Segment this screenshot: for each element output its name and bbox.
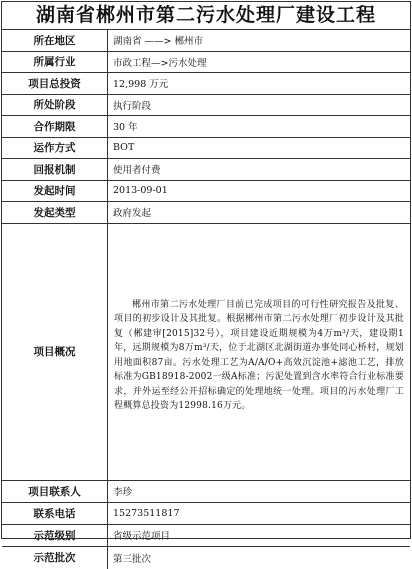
row-contact-person [2,481,410,503]
row-label: 联系电话 [2,503,108,524]
row-value: 第三批次 [113,553,152,565]
row-label: 项目联系人 [2,481,108,502]
row-label: 项目概况 [2,224,108,480]
row-label: 所处阶段 [2,95,108,116]
row-value: 使用者付费 [113,165,161,177]
row-label: 所属行业 [2,52,108,73]
row-cooperation-term [2,116,410,138]
row-industry [2,52,410,74]
row-value: 湖南省 ——> 郴州市 [113,36,203,48]
row-stage [2,95,410,117]
row-label: 运作方式 [2,138,108,159]
row-project-overview [2,224,410,481]
row-contact-phone [2,503,410,525]
row-value: 2013-09-01 [113,185,168,197]
row-region [2,30,410,52]
row-value: 省级示范项目 [113,531,171,542]
row-value: 政府发起 [113,208,152,220]
row-value: 30 年 [113,122,138,134]
row-value: 12,998 万元 [113,79,169,91]
row-label: 合作期限 [2,116,108,137]
project-overview-text: 郴州市第二污水处理厂目前已完成项目的可行性研究报告及批复、项目的初步设计及其批复。根据郴州市第二污水处理厂初步设计及其批复（郴建审[2015]32号），项目建设近期规模为4万m³/天，建设期1年，远期规模为8万m³/天，位于北湖区北湖街道办事处同心桥村，规划用地面积87亩。污水处理工艺为A/A/O+高效沉淀池+滤池工艺，排放标准为GB18918-2002一级A标准；污泥处置到含水率符合行业标准要求，并外运至经公开招标确定的处理地统一处理。项目的污水处理厂工程概算总投资为12998.16万元。 [114,299,404,411]
row-value: 执行阶段 [113,100,152,112]
row-label: 发起类型 [2,202,108,223]
row-value: 李珍 [113,487,133,498]
row-operation-mode [2,138,410,160]
project-info-table [1,1,411,565]
row-total-investment [2,73,410,95]
row-label: 发起时间 [2,181,108,202]
row-value: 15273511817 [113,507,180,519]
row-return-mechanism [2,159,410,181]
row-demo-level [2,525,410,547]
table-title: 湖南省郴州市第二污水处理厂建设工程 [2,2,410,30]
row-value: BOT [113,142,135,154]
row-value [108,224,410,480]
row-label: 所在地区 [2,30,108,51]
row-label: 示范级别 [2,525,108,546]
row-label: 示范批次 [2,547,108,569]
row-label: 回报机制 [2,159,108,180]
row-launch-date [2,181,410,203]
row-label: 项目总投资 [2,73,108,94]
row-launch-type [2,202,410,224]
row-demo-batch [2,547,410,569]
row-value: 市政工程—>污水处理 [113,57,207,69]
